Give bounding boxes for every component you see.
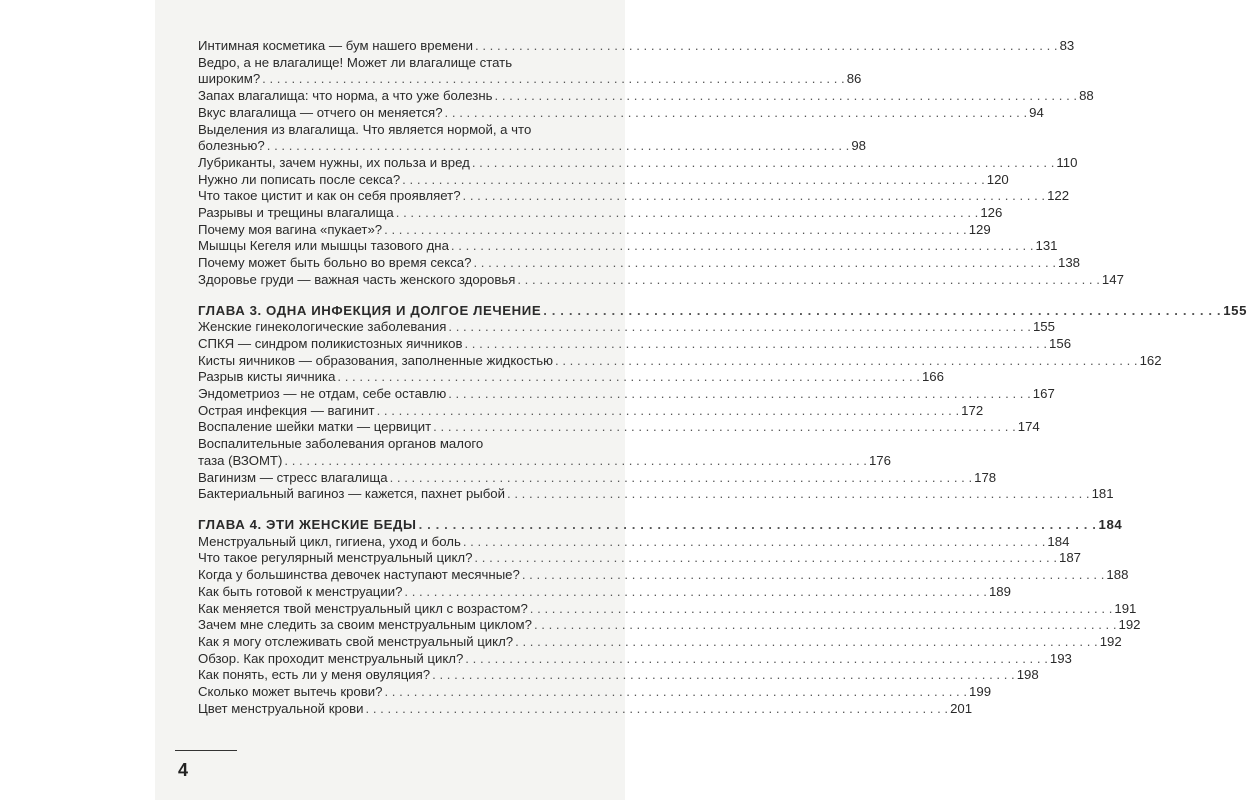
toc-entry: Зачем мне следить за своим менструальным циклом? . . . 192 [198, 617, 598, 634]
toc-entry: Менструальный цикл, гигиена, уход и боль . . . 184 [198, 534, 598, 551]
toc-entry: Ведро, а не влагалище! Может ли влагалище стать широким? . . . 86 [198, 55, 598, 88]
toc-entry: Разрывы и трещины влагалища . . . 126 [198, 205, 598, 222]
toc-entry: Когда у большинства девочек наступают месячные? . . . 188 [198, 567, 598, 584]
toc-entry: Воспаление шейки матки — цервицит . . . 174 [198, 419, 598, 436]
toc-entry: Почему моя вагина «пукает»? . . . 129 [198, 222, 598, 239]
toc-entry: Разрыв кисты яичника . . . 166 [198, 369, 598, 386]
toc-entry: Как меняется твой менструальный цикл с возрастом? . . . 191 [198, 601, 598, 618]
toc-entry: Лубриканты, зачем нужны, их польза и вред . . . 110 [198, 155, 598, 172]
toc-entry: Что такое цистит и как он себя проявляет? . . . 122 [198, 188, 598, 205]
toc-entry: Нужно ли пописать после секса? . . . 120 [198, 172, 598, 189]
toc-entry: Женские гинекологические заболевания . . . 155 [198, 319, 598, 336]
toc-entry: Кисты яичников — образования, заполненные жидкостью . . . 162 [198, 353, 598, 370]
toc-entry: Вагинизм — стресс влагалища . . . 178 [198, 470, 598, 487]
toc-entry: Как понять, есть ли у меня овуляция? . . . 198 [198, 667, 598, 684]
chapter-4-heading: ГЛАВА 4. ЭТИ ЖЕНСКИЕ БЕДЫ . . . 184 [198, 517, 598, 534]
chapter-3-heading: ГЛАВА 3. ОДНА ИНФЕКЦИЯ И ДОЛГОЕ ЛЕЧЕНИЕ . . . 155 [198, 303, 598, 320]
table-of-contents [198, 38, 1247, 717]
toc-entry: Бактериальный вагиноз — кажется, пахнет рыбой . . . 181 [198, 486, 598, 503]
toc-entry: Мышцы Кегеля или мышцы тазового дна . . . 131 [198, 238, 598, 255]
toc-entry: Что такое регулярный менструальный цикл? . . . 187 [198, 550, 598, 567]
toc-entry: Почему может быть больно во время секса? . . . 138 [198, 255, 598, 272]
toc-entry: Сколько может вытечь крови? . . . 199 [198, 684, 598, 701]
toc-entry: Эндометриоз — не отдам, себе оставлю . . . 167 [198, 386, 598, 403]
toc-entry: Вкус влагалища — отчего он меняется? . . . 94 [198, 105, 598, 122]
toc-entry: Интимная косметика — бум нашего времени . . . 83 [198, 38, 598, 55]
toc-entry: Воспалительные заболевания органов малого таза (ВЗОМТ) . . . 176 [198, 436, 598, 469]
footer-rule [175, 750, 237, 751]
toc-entry: Запах влагалища: что норма, а что уже болезнь . . . 88 [198, 88, 598, 105]
page-number: 4 [178, 760, 189, 780]
toc-entry: Здоровье груди — важная часть женского здоровья . . . 147 [198, 272, 598, 289]
toc-entry: Как быть готовой к менструации? . . . 189 [198, 584, 598, 601]
toc-entry: Как я могу отслеживать свой менструальный цикл? . . . 192 [198, 634, 598, 651]
toc-entry: Обзор. Как проходит менструальный цикл? . . . 193 [198, 651, 598, 668]
toc-entry: Цвет менструальной крови . . . 201 [198, 701, 598, 718]
toc-entry: Выделения из влагалища. Что является нормой, а что болезнью? . . . 98 [198, 122, 598, 155]
toc-entry: СПКЯ — синдром поликистозных яичников . . . 156 [198, 336, 598, 353]
toc-entry: Острая инфекция — вагинит . . . 172 [198, 403, 598, 420]
